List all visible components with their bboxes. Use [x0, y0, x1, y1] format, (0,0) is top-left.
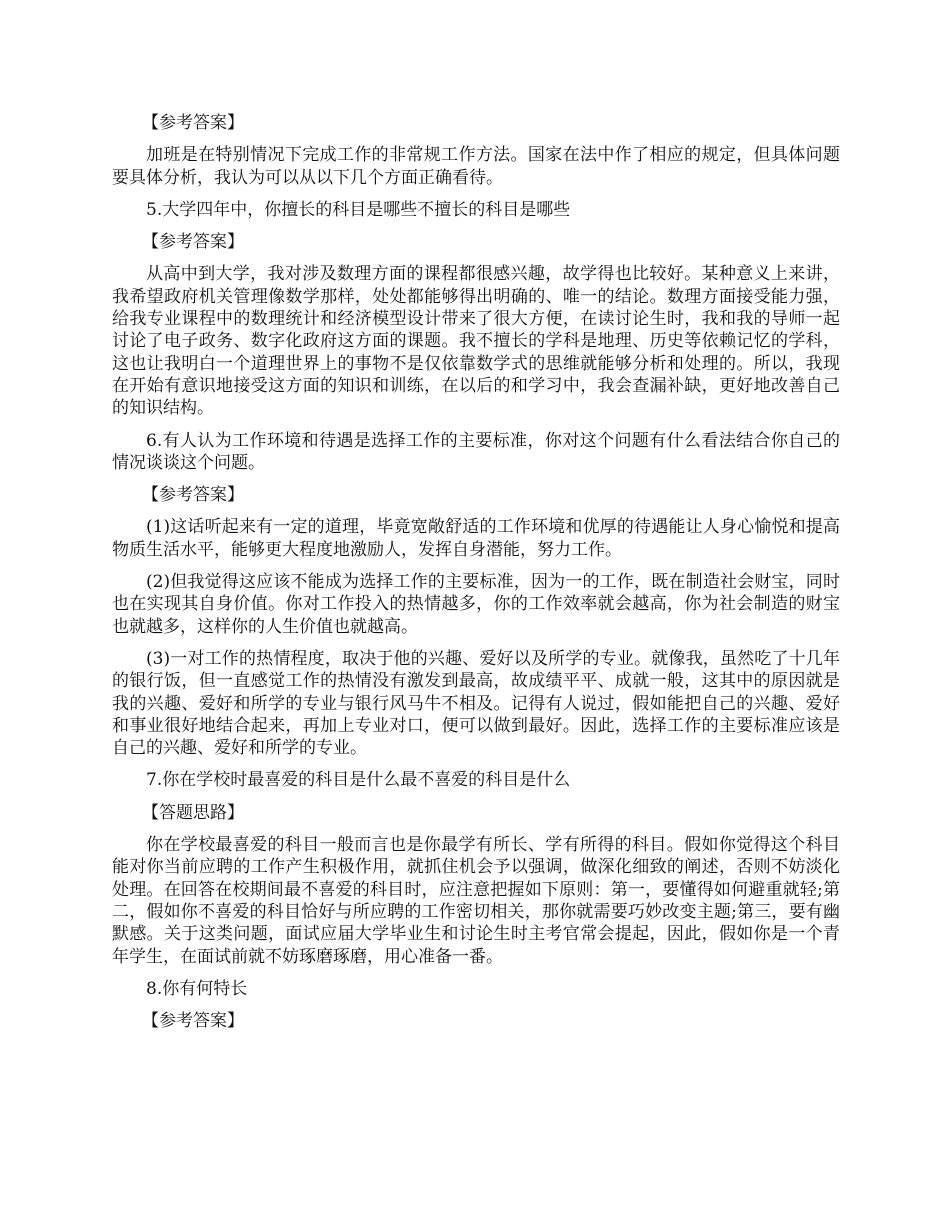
paragraph: 加班是在特别情况下完成工作的非常规工作方法。国家在法中作了相应的规定，但具体问题要具体分析，我认为可以从以下几个方面正确看待。	[112, 145, 840, 188]
answer-label: 【参考答案】	[142, 1011, 244, 1032]
approach-label: 【答题思路】	[142, 802, 244, 823]
answer-label: 【参考答案】	[142, 232, 244, 253]
answer-label: 【参考答案】	[142, 113, 244, 133]
document-page	[112, 112, 840, 1042]
question-heading: 7.你在学校时最喜爱的科目是什么最不喜爱的科目是什么	[146, 770, 571, 791]
paragraph: (2)但我觉得这应该不能成为选择工作的主要标准，因为一的工作，既在制造社会财宝，同时也在实现其自身价值。你对工作投入的热情越多，你的工作效率就会越高，你为社会制造的财宝也就越多，这样你的人生价值也就越高。	[112, 572, 840, 637]
question-heading: 8.你有何特长	[146, 978, 248, 999]
paragraph: (1)这话听起来有一定的道理，毕竟宽敞舒适的工作环境和优厚的待遇能让人身心愉悦和提高物质生活水平，能够更大程度地激励人，发挥自身潜能，努力工作。	[112, 517, 840, 560]
paragraph: 从高中到大学，我对涉及数理方面的课程都很感兴趣，故学得也比较好。某种意义上来讲，我希望政府机关管理像数学那样，处处都能够得出明确的、唯一的结论。数理方面接受能力强，给我专业课程中的数理统计和经济模型设计带来了很大方便，在读讨论生时，我和我的导师一起讨论了电子政务、数字化政府这方面的课题。我不擅长的学科是地理、历史等依赖记忆的学科，这也让我明白一个道理世界上的事物不是仅依靠数学式的思维就能够分析和处理的。所以，我现在开始有意识地接受这方面的知识和训练，在以后的和学习中，我会查漏补缺，更好地改善自己的知识结构。	[112, 264, 840, 419]
paragraph: (3)一对工作的热情程度，取决于他的兴趣、爱好以及所学的专业。就像我，虽然吃了十几年的银行饭，但一直感觉工作的热情没有激发到最高，故成绩平平、成就一般，这其中的原因就是我的兴趣、爱好和所学的专业与银行风马牛不相及。记得有人说过，假如能把自己的兴趣、爱好和事业很好地结合起来，再加上专业对口，便可以做到最好。因此，选择工作的主要标准应该是自己的兴趣、爱好和所学的专业。	[112, 648, 840, 759]
question-heading: 5.大学四年中，你擅长的科目是哪些不擅长的科目是哪些	[146, 199, 571, 220]
question-heading: 6.有人认为工作环境和待遇是选择工作的主要标准，你对这个问题有什么看法结合你自己的情况谈谈这个问题。	[112, 430, 840, 473]
answer-label: 【参考答案】	[142, 485, 244, 506]
paragraph: 你在学校最喜爱的科目一般而言也是你最学有所长、学有所得的科目。假如你觉得这个科目能对你当前应聘的工作产生积极作用，就抓住机会予以强调，做深化细致的阐述，否则不妨淡化处理。在回答在校期间最不喜爱的科目时，应注意把握如下原则：第一，要懂得如何避重就轻;第二，假如你不喜爱的科目恰好与所应聘的工作密切相关，那你就需要巧妙改变主题;第三，要有幽默感。关于这类问题，面试应届大学毕业生和讨论生时主考官常会提起，因此，假如你是一个青年学生，在面试前就不妨琢磨琢磨，用心准备一番。	[112, 835, 840, 967]
